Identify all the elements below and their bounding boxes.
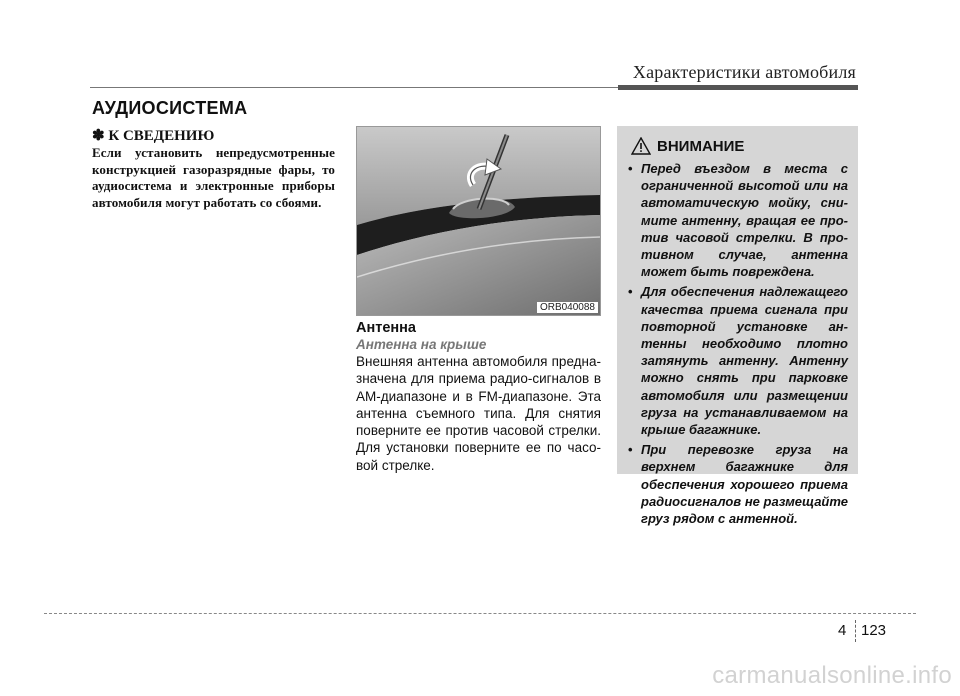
- info-heading: ✽ К СВЕДЕНИЮ: [92, 128, 215, 144]
- antenna-photo: [356, 126, 601, 316]
- footer-chapter-number: 4: [838, 622, 847, 639]
- header-rule-accent: [618, 85, 858, 90]
- warning-list: [627, 160, 848, 527]
- antenna-body: Внешняя антенна автомобиля предназначена для приема радио-сигналов в AM-диапазоне и в FM-диапазоне. Эта антенна съемного типа. Для снятия поверните ее против часовой стрелки. Для установки поверните ее по часовой стрелке.: [356, 354, 601, 473]
- warning-item: • Для обеспечения надлежащего качества приема сигнала при повторной установке антенны необходимо плотно затянуть антенну. Антенну можно снять при парковке автомобиля или размещении груза на устанавливаемом на крыше багажнике.: [627, 283, 848, 438]
- footer-rule: [44, 613, 916, 614]
- antenna-subtitle: Антенна на крыше: [356, 337, 487, 352]
- footer-divider: [855, 620, 856, 642]
- footer-page-number: 123: [861, 622, 887, 639]
- warning-item: • Перед въездом в места с ограниченной высотой или на автоматическую мойку, снимите антенну, вращая ее против часовой стрелки. В противном случае, антенна может быть повреждена.: [627, 160, 848, 280]
- info-body: Если установить непредусмотренные конструкцией газоразрядные фары, то аудиосистема и электронные приборы автомобиля могут работать со сбоями.: [92, 145, 335, 210]
- chapter-title: Характеристики автомобиля: [632, 62, 856, 82]
- antenna-title: Антенна: [356, 320, 416, 336]
- roof-antenna-illustration: [357, 127, 600, 315]
- section-heading: АУДИОСИСТЕМА: [92, 98, 248, 118]
- warning-box: [617, 126, 858, 527]
- warning-item: • При перевозке груза на верхнем багажнике для обеспечения хорошего приема радиосигналов не размещайте груз рядом с антенной.: [627, 441, 848, 527]
- figure-code: ORB040088: [537, 302, 598, 313]
- watermark: carmanualsonline.info: [712, 662, 952, 689]
- warning-header: [631, 136, 848, 156]
- warning-title: ВНИМАНИЕ: [657, 137, 745, 155]
- warning-triangle-icon: [631, 137, 651, 155]
